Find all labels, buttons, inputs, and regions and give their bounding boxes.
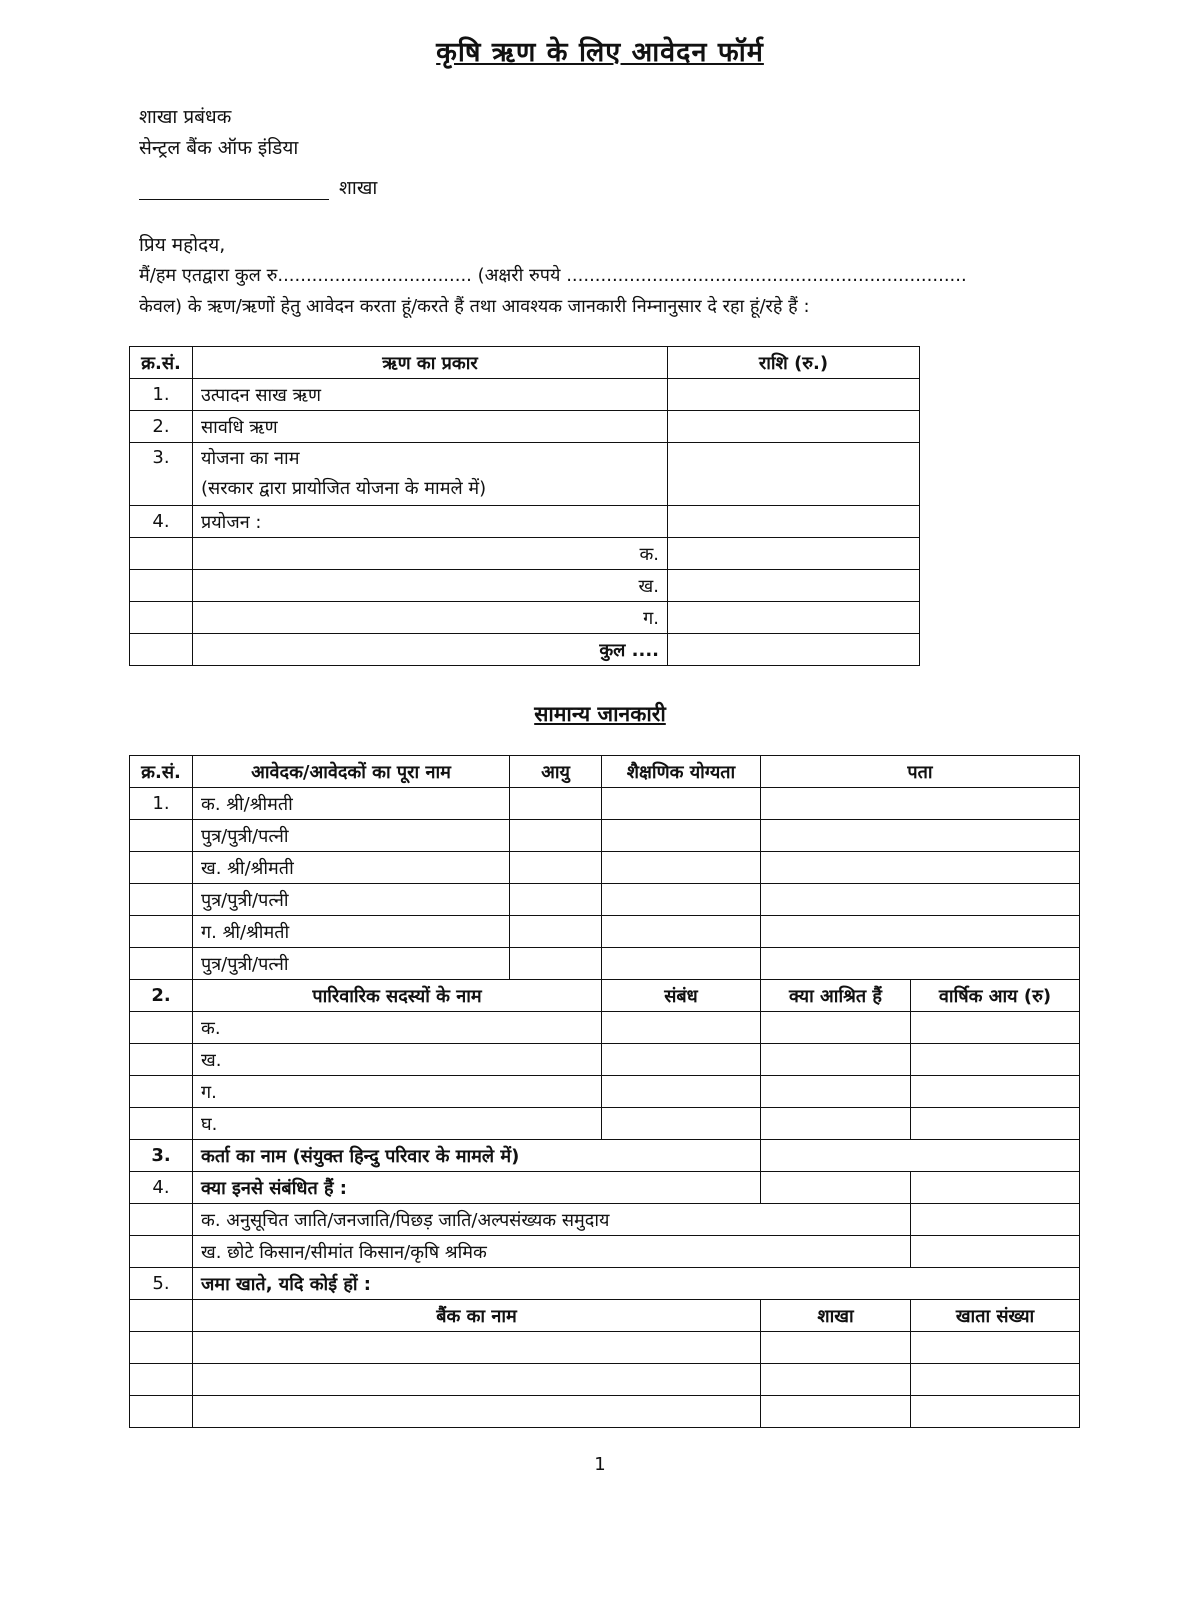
family-col-income: वार्षिक आय (रु) (911, 980, 1080, 1012)
related-cell[interactable] (911, 1172, 1080, 1204)
related-sn (130, 1236, 193, 1268)
related-sn (130, 1204, 193, 1236)
loan-amount-cell[interactable] (668, 506, 920, 538)
branch-cell[interactable] (761, 1332, 911, 1364)
age-cell[interactable] (510, 916, 602, 948)
deposit-header-row (130, 1300, 1080, 1332)
related-answer-cell[interactable] (911, 1204, 1080, 1236)
table-row (130, 1012, 1080, 1044)
address-cell[interactable] (761, 884, 1080, 916)
branch-suffix: शाखा (339, 177, 378, 199)
loan-sn (130, 602, 193, 634)
applicant-sn: 1. (130, 788, 193, 820)
age-cell[interactable] (510, 852, 602, 884)
loan-col-amount: राशि (रु.) (668, 347, 920, 379)
applicant-sn (130, 820, 193, 852)
related-option-label: ख. छोटे किसान/सीमांत किसान/कृषि श्रमिक (193, 1236, 911, 1268)
table-row (130, 1364, 1080, 1396)
related-sn: 4. (130, 1172, 193, 1204)
table-row (130, 948, 1080, 980)
address-cell[interactable] (761, 916, 1080, 948)
age-cell[interactable] (510, 948, 602, 980)
applicant-sn (130, 916, 193, 948)
table-row (130, 602, 920, 634)
income-cell[interactable] (911, 1044, 1080, 1076)
applicant-name-label: ख. श्री/श्रीमती (193, 852, 510, 884)
family-member-label: ख. (193, 1044, 602, 1076)
karta-label: कर्ता का नाम (संयुक्त हिन्दु परिवार के मामले में) (193, 1140, 761, 1172)
family-member-label: क. (193, 1012, 602, 1044)
table-row (130, 411, 920, 443)
table-row (130, 1332, 1080, 1364)
income-cell[interactable] (911, 1012, 1080, 1044)
account-number-cell[interactable] (911, 1364, 1080, 1396)
loan-sn: 4. (130, 506, 193, 538)
scheme-name-label: योजना का नाम (201, 448, 300, 469)
applicant-sn (130, 852, 193, 884)
dependent-cell[interactable] (761, 1108, 911, 1140)
address-cell[interactable] (761, 948, 1080, 980)
education-cell[interactable] (602, 884, 761, 916)
general-col-education: शैक्षणिक योग्यता (602, 756, 761, 788)
deposit-sn (130, 1332, 193, 1364)
loan-sn (130, 538, 193, 570)
loan-table-header (130, 347, 920, 379)
salutation: प्रिय महोदय, (139, 234, 226, 256)
table-row (130, 788, 1080, 820)
related-cell[interactable] (761, 1172, 911, 1204)
family-sn (130, 1044, 193, 1076)
income-cell[interactable] (911, 1108, 1080, 1140)
loan-type: उत्पादन साख ऋण (193, 379, 668, 411)
loan-sn-text: 3. (152, 447, 170, 468)
account-number-cell[interactable] (911, 1332, 1080, 1364)
deposit-col-branch: शाखा (761, 1300, 911, 1332)
education-cell[interactable] (602, 820, 761, 852)
loan-table (129, 346, 920, 666)
dependent-cell[interactable] (761, 1012, 911, 1044)
related-label: क्या इनसे संबंधित हैं : (193, 1172, 761, 1204)
general-col-sn: क्र.सं. (130, 756, 193, 788)
family-sn (130, 1108, 193, 1140)
applicant-sn (130, 948, 193, 980)
family-header-row (130, 980, 1080, 1012)
loan-amount-cell[interactable] (668, 602, 920, 634)
bank-name-cell[interactable] (193, 1364, 761, 1396)
form-title: कृषि ऋण के लिए आवेदन फॉर्म (436, 37, 764, 68)
relation-cell[interactable] (602, 1044, 761, 1076)
table-row (130, 1108, 1080, 1140)
general-table-header (130, 756, 1080, 788)
table-row (130, 820, 1080, 852)
loan-sn (130, 443, 193, 506)
address-cell[interactable] (761, 820, 1080, 852)
applicant-relation-label: पुत्र/पुत्री/पत्नी (193, 820, 510, 852)
dependent-cell[interactable] (761, 1044, 911, 1076)
loan-amount-cell[interactable] (668, 379, 920, 411)
karta-name-cell[interactable] (761, 1140, 1080, 1172)
table-row (130, 443, 920, 506)
family-sn (130, 1012, 193, 1044)
branch-name-blank[interactable] (139, 183, 329, 200)
karta-row (130, 1140, 1080, 1172)
applicant-relation-label: पुत्र/पुत्री/पत्नी (193, 948, 510, 980)
purpose-item: ग. (193, 602, 668, 634)
table-row (130, 570, 920, 602)
general-info-heading: सामान्य जानकारी (534, 702, 666, 726)
relation-cell[interactable] (602, 1012, 761, 1044)
purpose-item: ख. (193, 570, 668, 602)
bank-name-cell[interactable] (193, 1332, 761, 1364)
deposit-sn (130, 1364, 193, 1396)
loan-amount-cell[interactable] (668, 570, 920, 602)
loan-sn (130, 634, 193, 666)
table-row (130, 1396, 1080, 1428)
family-sn: 2. (130, 980, 193, 1012)
loan-col-type: ऋण का प्रकार (193, 347, 668, 379)
table-row (130, 1044, 1080, 1076)
table-row (130, 852, 1080, 884)
deposit-col-account: खाता संख्या (911, 1300, 1080, 1332)
relation-cell[interactable] (602, 1108, 761, 1140)
deposit-col-bank: बैंक का नाम (193, 1300, 761, 1332)
loan-type (193, 443, 668, 506)
family-col-dependent: क्या आश्रित हैं (761, 980, 911, 1012)
deposit-label-row (130, 1268, 1080, 1300)
loan-type: सावधि ऋण (193, 411, 668, 443)
deposit-sn: 5. (130, 1268, 193, 1300)
page-number: 1 (594, 1454, 606, 1475)
general-col-age: आयु (510, 756, 602, 788)
deposit-label: जमा खाते, यदि कोई हों : (193, 1268, 1080, 1300)
letter-line-1: मैं/हम एतद्वारा कुल रु.................................. (अक्षरी रुपये ...................................................................... (139, 265, 967, 286)
table-row (130, 1076, 1080, 1108)
table-row (130, 379, 920, 411)
applicant-relation-label: पुत्र/पुत्री/पत्नी (193, 884, 510, 916)
table-row (130, 634, 920, 666)
loan-total-amount-cell[interactable] (668, 634, 920, 666)
letter-line-2: केवल) के ऋण/ऋणों हेतु आवेदन करता हूं/करते हैं तथा आवश्यक जानकारी निम्नानुसार दे रहा हूं/रहे हैं : (139, 296, 810, 317)
loan-sn (130, 570, 193, 602)
addressee-line-1: शाखा प्रबंधक (139, 106, 232, 128)
education-cell[interactable] (602, 852, 761, 884)
loan-total-label: कुल .... (193, 634, 668, 666)
table-row (130, 916, 1080, 948)
general-col-address: पता (761, 756, 1080, 788)
education-cell[interactable] (602, 788, 761, 820)
loan-amount-cell[interactable] (668, 538, 920, 570)
address-cell[interactable] (761, 852, 1080, 884)
family-member-label: ग. (193, 1076, 602, 1108)
loan-amount-cell[interactable] (668, 411, 920, 443)
karta-sn: 3. (130, 1140, 193, 1172)
deposit-sn (130, 1300, 193, 1332)
bank-name-cell[interactable] (193, 1396, 761, 1428)
purpose-item: क. (193, 538, 668, 570)
loan-type: प्रयोजन : (193, 506, 668, 538)
loan-sn: 2. (130, 411, 193, 443)
age-cell[interactable] (510, 788, 602, 820)
address-cell[interactable] (761, 788, 1080, 820)
applicant-sn (130, 884, 193, 916)
education-cell[interactable] (602, 948, 761, 980)
age-cell[interactable] (510, 820, 602, 852)
age-cell[interactable] (510, 884, 602, 916)
loan-col-sn: क्र.सं. (130, 347, 193, 379)
family-col-relation: संबंध (602, 980, 761, 1012)
applicant-name-label: क. श्री/श्रीमती (193, 788, 510, 820)
relation-cell[interactable] (602, 1076, 761, 1108)
branch-cell[interactable] (761, 1364, 911, 1396)
table-row (130, 1236, 1080, 1268)
general-col-name: आवेदक/आवेदकों का पूरा नाम (193, 756, 510, 788)
branch-cell[interactable] (761, 1396, 911, 1428)
family-sn (130, 1076, 193, 1108)
table-row (130, 1204, 1080, 1236)
deposit-sn (130, 1396, 193, 1428)
family-member-label: घ. (193, 1108, 602, 1140)
scheme-name-note: (सरकार द्वारा प्रायोजित योजना के मामले में) (201, 478, 487, 499)
income-cell[interactable] (911, 1076, 1080, 1108)
loan-amount-cell[interactable] (668, 443, 920, 506)
table-row (130, 884, 1080, 916)
related-answer-cell[interactable] (911, 1236, 1080, 1268)
account-number-cell[interactable] (911, 1396, 1080, 1428)
loan-sn: 1. (130, 379, 193, 411)
dependent-cell[interactable] (761, 1076, 911, 1108)
applicant-name-label: ग. श्री/श्रीमती (193, 916, 510, 948)
branch-line (139, 174, 377, 200)
education-cell[interactable] (602, 916, 761, 948)
addressee-line-2: सेन्ट्रल बैंक ऑफ इंडिया (139, 137, 299, 159)
table-row (130, 538, 920, 570)
table-row (130, 506, 920, 538)
related-option-label: क. अनुसूचित जाति/जनजाति/पिछड़ जाति/अल्पसंख्यक समुदाय (193, 1204, 911, 1236)
general-info-table (129, 755, 1080, 1428)
related-row (130, 1172, 1080, 1204)
family-col-name: पारिवारिक सदस्यों के नाम (193, 980, 602, 1012)
